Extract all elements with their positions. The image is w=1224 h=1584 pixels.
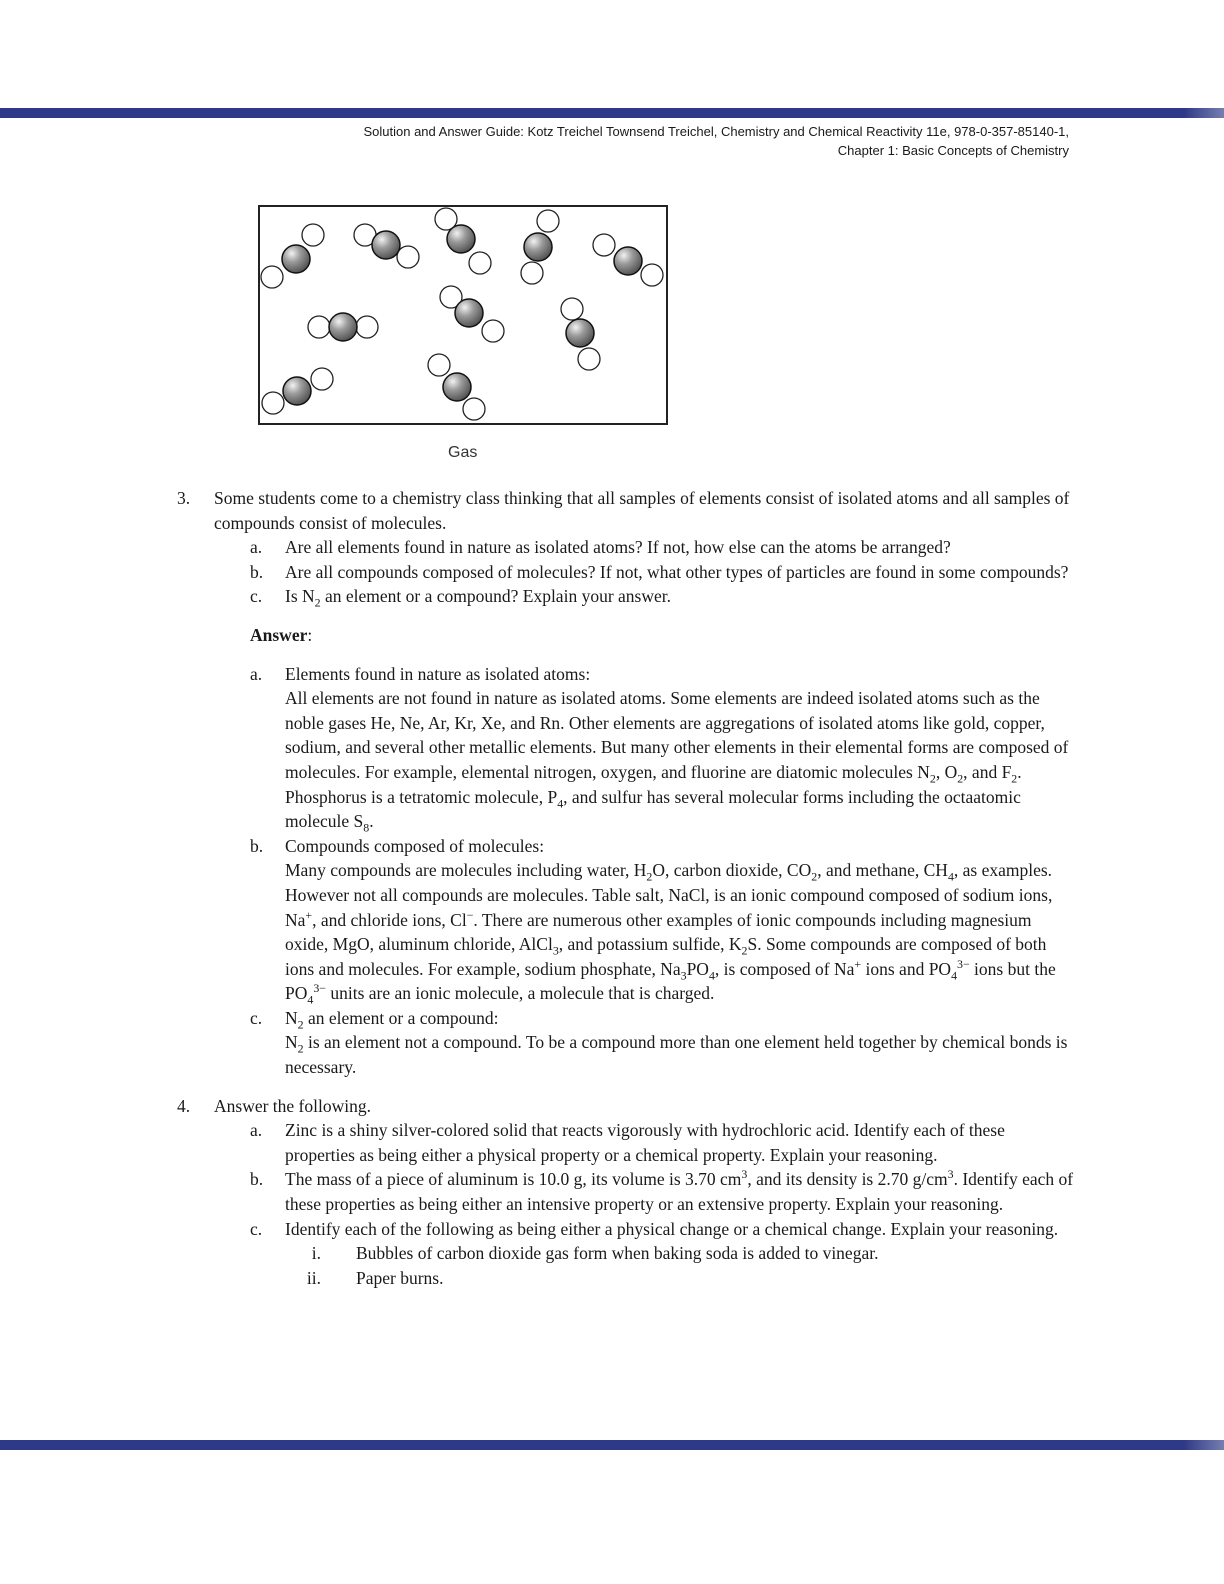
white-atom <box>311 368 333 390</box>
answer-heading: Answer: <box>250 624 313 645</box>
grey-atom <box>329 313 357 341</box>
sub-text: Identify each of the following as being either a physical change or a chemical change. Explain your reasoning. <box>285 1218 1059 1239</box>
roman-text: Paper burns. <box>356 1267 444 1288</box>
answer-b <box>0 834 1224 1006</box>
white-atom <box>641 264 663 286</box>
answer-title: $N_2$ an element or a compound: <box>285 1007 499 1032</box>
roman-text: Bubbles of carbon dioxide gas form when baking soda is added to vinegar. <box>356 1243 879 1264</box>
sub-label: c. <box>250 1218 263 1239</box>
gas-molecule <box>435 208 491 274</box>
grey-atom <box>614 247 642 275</box>
white-atom <box>262 392 284 414</box>
sub-label: a. <box>250 663 263 684</box>
sub-label: b. <box>250 1169 264 1190</box>
white-atom <box>578 348 600 370</box>
answer-text <box>285 834 1075 1006</box>
question-number: 4. <box>177 1095 191 1116</box>
gas-molecule <box>354 224 419 268</box>
roman-label: ii. <box>306 1267 321 1288</box>
question-text: Some students come to a chemistry class thinking that all samples of elements consist of isolated atoms and all samples of compounds consist of molecules. <box>214 488 1070 533</box>
answer-paragraph: Many compounds are molecules including water, $H_2O$, carbon dioxide, $CO_2$, and methane, $CH_4$, as examples. However not all compounds are molecules. Table salt, NaCl, is an ionic compound composed of sodium ions, Na+, and chloride ions, Cl−. There are numerous other examples of ionic compounds including magnesium oxide, MgO, aluminum chloride, AlCl$_3$, and potassium sulfide, $K_2S$. Some compounds are composed of both ions and molecules. For example, sodium phosphate, $Na_3PO_4$, is composed of Na+ ions and $PO_4^{3-}$ ions but the $PO_4^{3-}$ units are an ionic molecule, a molecule that is charged. <box>285 860 1056 1007</box>
gas-molecule <box>440 286 504 342</box>
page-content <box>0 486 1224 1290</box>
white-atom <box>521 262 543 284</box>
sub-label: c. <box>250 586 263 607</box>
footer-band <box>0 1440 1224 1450</box>
sub-text: Are all elements found in nature as isolated atoms? If not, how else can the atoms be arranged? <box>285 537 951 558</box>
grey-atom <box>443 373 471 401</box>
question-4c-ii <box>0 1266 1224 1291</box>
sub-label: c. <box>250 1007 263 1028</box>
grey-atom <box>283 377 311 405</box>
question-3 <box>0 486 1224 535</box>
sub-text: Zinc is a shiny silver-colored solid that reacts vigorously with hydrochloric acid. Identify each of these properties as being either a physical property or a chemical property. Explain your reasoning. <box>285 1120 1005 1165</box>
white-atom <box>482 320 504 342</box>
question-4 <box>0 1094 1224 1119</box>
gas-molecule <box>308 313 378 341</box>
grey-atom <box>455 299 483 327</box>
answer-title: Compounds composed of molecules: <box>285 835 545 856</box>
header-band <box>0 108 1224 118</box>
sub-text: The mass of a piece of aluminum is 10.0 g, its volume is 3.70 $cm^3$, and its density is 2.70 $g/cm^3$. Identify each of these properties as being either an intensive property or an extensive property. Explain your reasoning. <box>285 1167 1074 1215</box>
grey-atom <box>566 319 594 347</box>
question-4a <box>0 1118 1224 1167</box>
header-line-2: Chapter 1: Basic Concepts of Chemistry <box>837 143 1069 158</box>
question-3c <box>0 584 1224 609</box>
gas-molecule <box>262 368 333 414</box>
sub-label: a. <box>250 1120 263 1141</box>
sub-text: Is $N_2$ an element or a compound? Explain your answer. <box>285 586 671 610</box>
answer-paragraph: All elements are not found in nature as isolated atoms. Some elements are indeed isolated atoms such as the noble gases He, Ne, Ar, Kr, Xe, and Rn. Other elements are aggregations of isolated atoms like gold, copper, sodium, and several other metallic elements. But many other elements in their elemental forms are composed of molecules. For example, elemental nitrogen, oxygen, and fluorine are diatomic molecules $N_2$, $O_2$, and $F_2$. Phosphorus is a tetratomic molecule, $P_4$, and sulfur has several molecular forms including the octaatomic molecule $S_8$. <box>285 688 1069 835</box>
sub-label: b. <box>250 561 264 582</box>
question-3b <box>0 560 1224 585</box>
question-4b <box>0 1167 1224 1216</box>
question-4c <box>0 1217 1224 1242</box>
question-4c-i <box>0 1241 1224 1266</box>
white-atom <box>302 224 324 246</box>
gas-molecule <box>561 298 600 370</box>
white-atom <box>428 354 450 376</box>
white-atom <box>356 316 378 338</box>
figure-caption: Gas <box>448 444 478 461</box>
gas-molecule <box>428 354 485 420</box>
grey-atom <box>372 231 400 259</box>
white-atom <box>469 252 491 274</box>
roman-label: i. <box>311 1243 321 1264</box>
gas-molecule <box>521 210 559 284</box>
gas-molecules-figure <box>258 205 668 425</box>
white-atom <box>593 234 615 256</box>
white-atom <box>261 266 283 288</box>
page-header <box>363 122 1069 160</box>
sub-label: a. <box>250 537 263 558</box>
question-text: Answer the following. <box>214 1095 371 1116</box>
white-atom <box>397 246 419 268</box>
answer-paragraph: $N_2$ is an element not a compound. To be a compound more than one element held together by chemical bonds is necessary. <box>285 1032 1068 1078</box>
white-atom <box>537 210 559 232</box>
sub-text: Are all compounds composed of molecules? If not, what other types of particles are found in some compounds? <box>285 561 1069 582</box>
grey-atom <box>524 233 552 261</box>
white-atom <box>561 298 583 320</box>
grey-atom <box>282 245 310 273</box>
answer-text <box>285 1006 1075 1080</box>
question-3a <box>0 535 1224 560</box>
white-atom <box>308 316 330 338</box>
grey-atom <box>447 225 475 253</box>
answer-a <box>0 662 1224 834</box>
answer-title: Elements found in nature as isolated atoms: <box>285 663 591 684</box>
white-atom <box>463 398 485 420</box>
gas-molecules-diagram <box>258 205 668 425</box>
answer-c <box>0 1006 1224 1080</box>
gas-molecule <box>261 224 324 288</box>
answer-text <box>285 662 1075 834</box>
sub-label: b. <box>250 835 264 856</box>
question-number: 3. <box>177 488 191 508</box>
header-line-1: Solution and Answer Guide: Kotz Treichel Townsend Treichel, Chemistry and Chemical Reactivity 11e, 978-0-357-85140-1, <box>363 124 1069 139</box>
gas-molecule <box>593 234 663 286</box>
